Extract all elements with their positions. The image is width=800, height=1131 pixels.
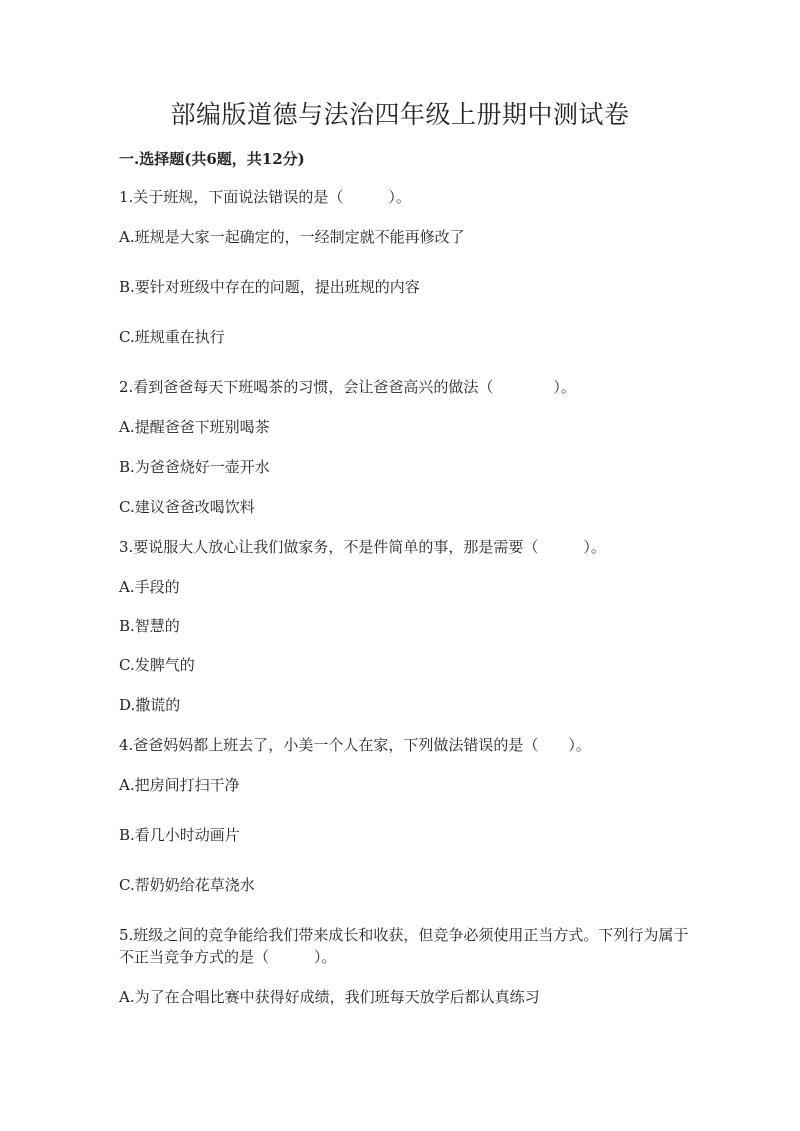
question-5-option-a: A.为了在合唱比赛中获得好成绩，我们班每天放学后都认真练习 [119, 988, 540, 1006]
question-2-option-a: A.提醒爸爸下班别喝茶 [119, 418, 270, 436]
question-4-option-c: C.帮奶奶给花草浇水 [119, 876, 255, 894]
question-3-option-a: A.手段的 [119, 578, 180, 596]
question-3-option-d: D.撒谎的 [119, 696, 181, 714]
question-2-option-c: C.建议爸爸改喝饮料 [119, 498, 255, 516]
question-2-option-b: B.为爸爸烧好一壶开水 [119, 458, 270, 476]
question-1-option-c: C.班规重在执行 [119, 328, 225, 346]
question-3: 3.要说服大人放心让我们做家务，不是件简单的事，那是需要（ ）。 [119, 538, 606, 556]
question-1: 1.关于班规，下面说法错误的是（ ）。 [119, 188, 411, 206]
question-1-option-a: A.班规是大家一起确定的，一经制定就不能再修改了 [119, 228, 465, 246]
question-4-option-b: B.看几小时动画片 [119, 826, 240, 844]
question-4: 4.爸爸妈妈都上班去了，小美一个人在家，下列做法错误的是（ ）。 [119, 736, 591, 754]
question-4-option-a: A.把房间打扫干净 [119, 776, 240, 794]
question-5: 5.班级之间的竞争能给我们带来成长和收获，但竞争必须使用正当方式。下列行为属于不正当竞争方式的是（ ）。 [119, 926, 689, 966]
question-3-option-c: C.发脾气的 [119, 656, 195, 674]
document-title: 部编版道德与法治四年级上册期中测试卷 [170, 100, 630, 129]
section-heading: 一.选择题(共6题，共12分) [119, 150, 305, 168]
question-2: 2.看到爸爸每天下班喝茶的习惯，会让爸爸高兴的做法（ ）。 [119, 378, 576, 396]
question-1-option-b: B.要针对班级中存在的问题，提出班规的内容 [119, 278, 420, 296]
question-3-option-b: B.智慧的 [119, 617, 180, 635]
